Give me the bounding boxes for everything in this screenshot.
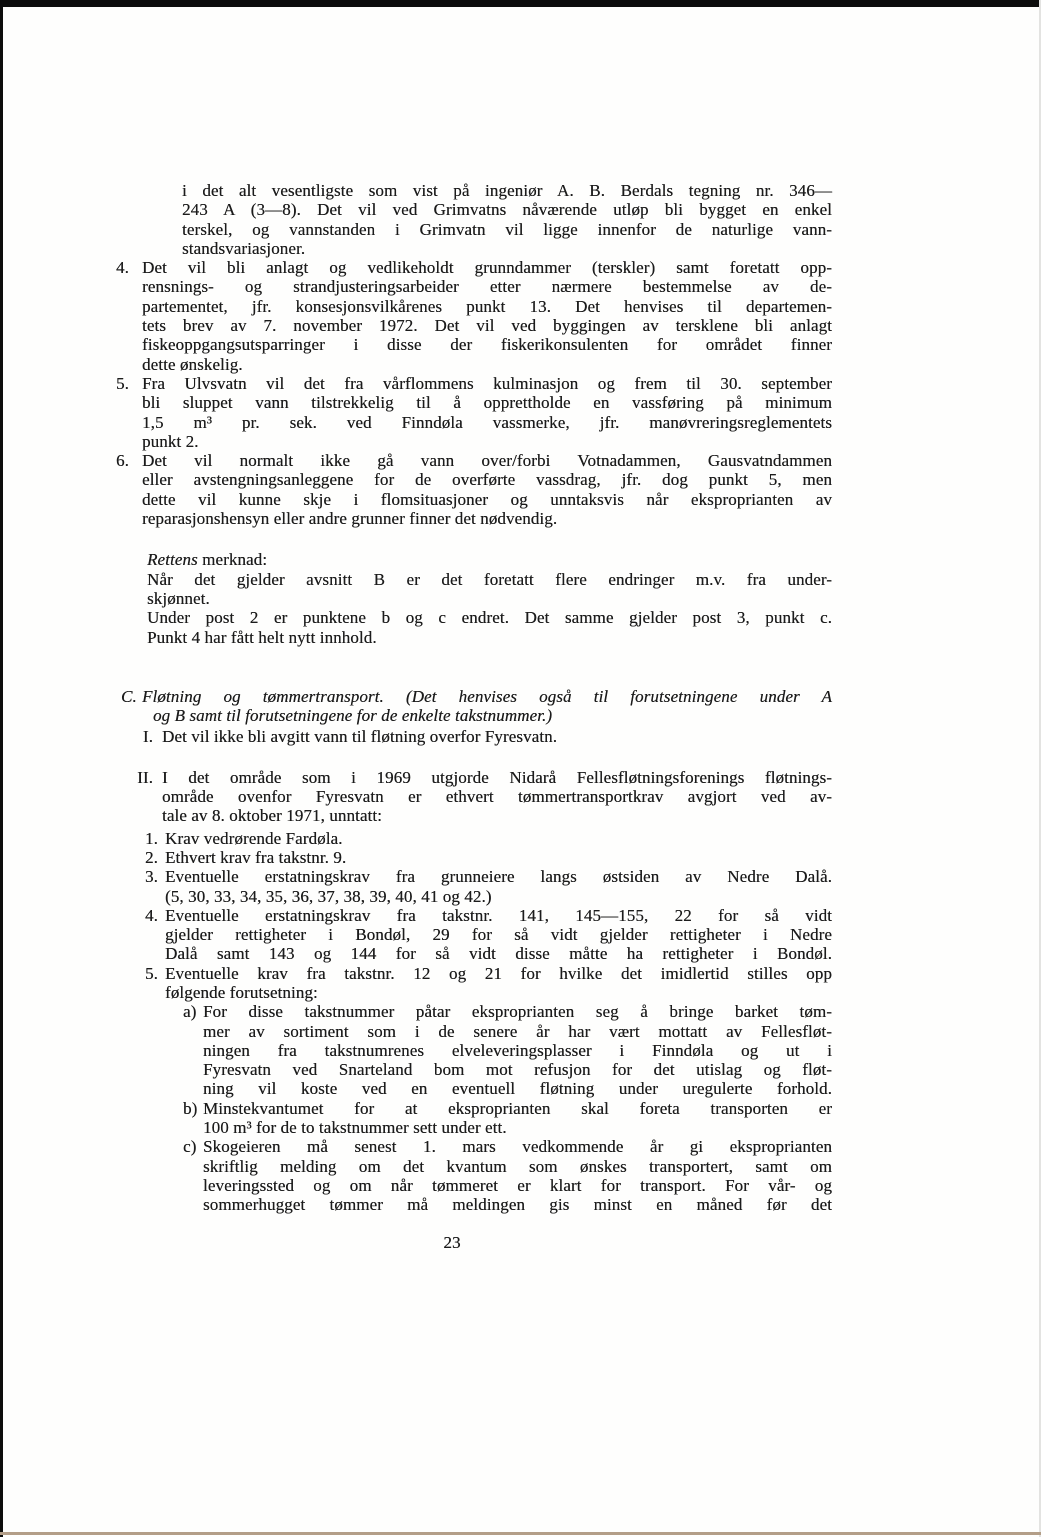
text-line: For disse takstnummer påtar eksproprianten seg å bringe barket tøm- [203, 1002, 832, 1022]
item-text [165, 848, 832, 867]
item-number: 3. [145, 867, 158, 887]
text-line: følgende forutsetning: [165, 982, 318, 1002]
text-line: Punkt 4 har fått helt nytt innhold. [147, 627, 377, 647]
sublist-item-c [183, 1137, 832, 1214]
text-line: område ovenfor Fyresvatn er ethvert tømmertransportkrav avgjort ved av- [162, 787, 832, 807]
item-letter: c) [183, 1137, 197, 1157]
text-line: punkt 2. [142, 431, 199, 451]
item-number: 6. [116, 451, 129, 471]
section-label: C. [121, 686, 137, 706]
text-line: Ethvert krav fra takstnr. 9. [165, 847, 347, 867]
item-text [142, 374, 832, 451]
item-text [142, 258, 832, 374]
list-item-roman-ii [116, 768, 832, 826]
text-line: Fløtning og tømmertransport. (Det henvises også til forutsetningene under A [142, 686, 832, 706]
item-number: 5. [145, 963, 158, 983]
text-line: skriftlig melding om det kvantum som ønskes transportert, samt om [203, 1156, 832, 1176]
list-item-6 [116, 451, 832, 528]
text-line: mer av sortiment som i de senere år har vært mottatt av Fellesfløt- [203, 1021, 832, 1041]
item-text [165, 867, 832, 906]
text-line: dette ønskelig. [142, 354, 243, 374]
sublist-item-3 [145, 867, 832, 906]
text-line: tets brev av 7. november 1972. Det vil ved byggingen av tersklene bli anlagt [142, 316, 832, 336]
merknad-heading-italic: Rettens [147, 550, 198, 570]
text-column [116, 181, 832, 1252]
section-c-heading [116, 687, 832, 726]
text-line: Eventuelle erstatningskrav fra takstnr. 141, 145—155, 22 for så vidt [165, 905, 832, 925]
list-item-5 [116, 374, 832, 451]
sublist [145, 829, 832, 1215]
text-line: Minstekvantumet for at eksproprianten skal foreta transporten er [203, 1098, 832, 1118]
text-line: og B samt til forutsetningene for de enkelte takstnummer.) [153, 706, 553, 726]
text-line: dette vil kunne skje i flomsituasjoner og unntaksvis når eksproprianten av [142, 489, 832, 509]
text-line: fiskeoppgangsutsparringer i disse der fiskerikonsulenten for området finner [142, 335, 832, 355]
item-number: 4. [116, 258, 129, 278]
item-text [162, 768, 832, 826]
item-number: 4. [145, 905, 158, 925]
rettens-merknad-section [147, 550, 832, 646]
item-text [165, 906, 832, 964]
text-line: ning vil koste ved en eventuell fløtning under uregulerte forhold. [203, 1079, 832, 1099]
item-text [142, 451, 832, 528]
text-line: Eventuelle erstatningskrav fra grunneiere langs østsiden av Nedre Dalå. [165, 867, 832, 887]
text-line: i det alt vesentligste som vist på ingeniør A. B. Berdals tegning nr. 346— [182, 181, 832, 200]
list-item-roman-i [116, 727, 832, 746]
merknad-heading-rest: merknad: [197, 550, 268, 570]
merknad-heading [147, 550, 832, 569]
item-text [203, 1137, 832, 1214]
text-line: Fyresvatn ved Snarteland bom mot refusjon for det utislag og fløt- [203, 1060, 832, 1080]
text-line: skjønnet. [147, 588, 210, 608]
text-line: Det vil bli anlagt og vedlikeholdt grunndammer (terskler) samt foretatt opp- [142, 258, 832, 278]
text-line: Under post 2 er punktene b og c endret. Det samme gjelder post 3, punkt c. [147, 608, 832, 628]
item-letter: a) [183, 1002, 197, 1022]
item-text [162, 727, 832, 746]
item-text [203, 1099, 832, 1138]
text-line: (5, 30, 33, 34, 35, 36, 37, 38, 39, 40, 41 og 42.) [165, 886, 492, 906]
text-line: tale av 8. oktober 1971, unntatt: [162, 806, 382, 826]
item-text [165, 964, 832, 1003]
text-line: bli sluppet vann tilstrekkelig til å opprettholde en vassføring på minimum [142, 393, 832, 413]
scan-top-edge-bar [0, 0, 1041, 7]
item-text [165, 829, 832, 848]
list-item-4 [116, 258, 832, 374]
item-number: 1. [145, 828, 158, 848]
merknad-paragraph-2 [147, 608, 832, 647]
item-number: II. [137, 767, 153, 787]
text-line: Dalå samt 143 og 144 for så vidt disse måtte ha rettigheter i Bondøl. [165, 944, 832, 964]
item-text [203, 1002, 832, 1098]
text-line: Eventuelle krav fra takstnr. 12 og 21 for hvilke det imidlertid stilles opp [165, 963, 832, 983]
text-line: partementet, jfr. konsesjonsvilkårenes punkt 13. Det henvises til departemen- [142, 296, 832, 316]
text-line: leveringssted og om når tømmeret er klart for transport. For vår- og [203, 1175, 832, 1195]
text-line: Det vil ikke bli avgitt vann til fløtning overfor Fyresvatn. [162, 727, 558, 747]
sublist-item-a [183, 1002, 832, 1098]
merknad-paragraph-1 [147, 570, 832, 609]
text-line: Når det gjelder avsnitt B er det foretatt flere endringer m.v. fra under- [147, 569, 832, 589]
page-number: 23 [443, 1232, 461, 1252]
text-line: I det område som i 1969 utgjorde Nidarå Fellesfløtningsforenings fløtnings- [162, 767, 832, 787]
scan-left-edge-line [0, 0, 3, 1537]
text-line: rensnings- og strandjusteringsarbeider etter nærmere bestemmelse av de- [142, 277, 832, 297]
sublist-item-2 [145, 848, 832, 867]
text-line: Fra Ulvsvatn vil det fra vårflommens kulminasjon og frem til 30. september [142, 373, 832, 393]
text-line: sommerhugget tømmer må meldingen gis minst en måned før det [203, 1195, 832, 1215]
continuation-paragraph [182, 181, 832, 258]
text-line: Skogeieren må senest 1. mars vedkommende år gi eksproprianten [203, 1137, 832, 1157]
text-line: gjelder rettigheter i Bondøl, 29 for så vidt gjelder rettigheter i Nedre [165, 925, 832, 945]
item-letter: b) [183, 1098, 198, 1118]
text-line: 243 A (3—8). Det vil ved Grimvatns nåværende utløp bli bygget en enkel [182, 200, 832, 220]
text-line: eller avstengningsanleggene for de overførte vassdrag, jfr. dog punkt 5, men [142, 470, 832, 490]
text-line: Krav vedrørende Fardøla. [165, 828, 343, 848]
text-line: ningen fra takstnumrenes elveleveringsplasser i Finndøla og ut i [203, 1040, 832, 1060]
text-line: Det vil normalt ikke gå vann over/forbi Votnadammen, Gausvatndammen [142, 451, 832, 471]
sublist-item-4 [145, 906, 832, 964]
text-line: 100 m³ for de to takstnummer sett under ett. [203, 1118, 507, 1138]
sublist-item-5 [145, 964, 832, 1003]
text-line: 1,5 m³ pr. sek. ved Finndøla vassmerke, jfr. manøvreringsreglementets [142, 412, 832, 432]
item-number: I. [142, 727, 153, 747]
text-line: standsvariasjoner. [182, 238, 306, 258]
item-number: 5. [116, 373, 129, 393]
item-number: 2. [145, 847, 158, 867]
text-line: terskel, og vannstanden i Grimvatn vil ligge innenfor de naturlige vann- [182, 219, 832, 239]
text-line: reparasjonshensyn eller andre grunner finner det nødvendig. [142, 509, 558, 529]
sublist-item-1 [145, 829, 832, 848]
section-heading-text [142, 687, 832, 726]
sublist-item-b [183, 1099, 832, 1138]
scan-bottom-edge-line [0, 1532, 1041, 1535]
